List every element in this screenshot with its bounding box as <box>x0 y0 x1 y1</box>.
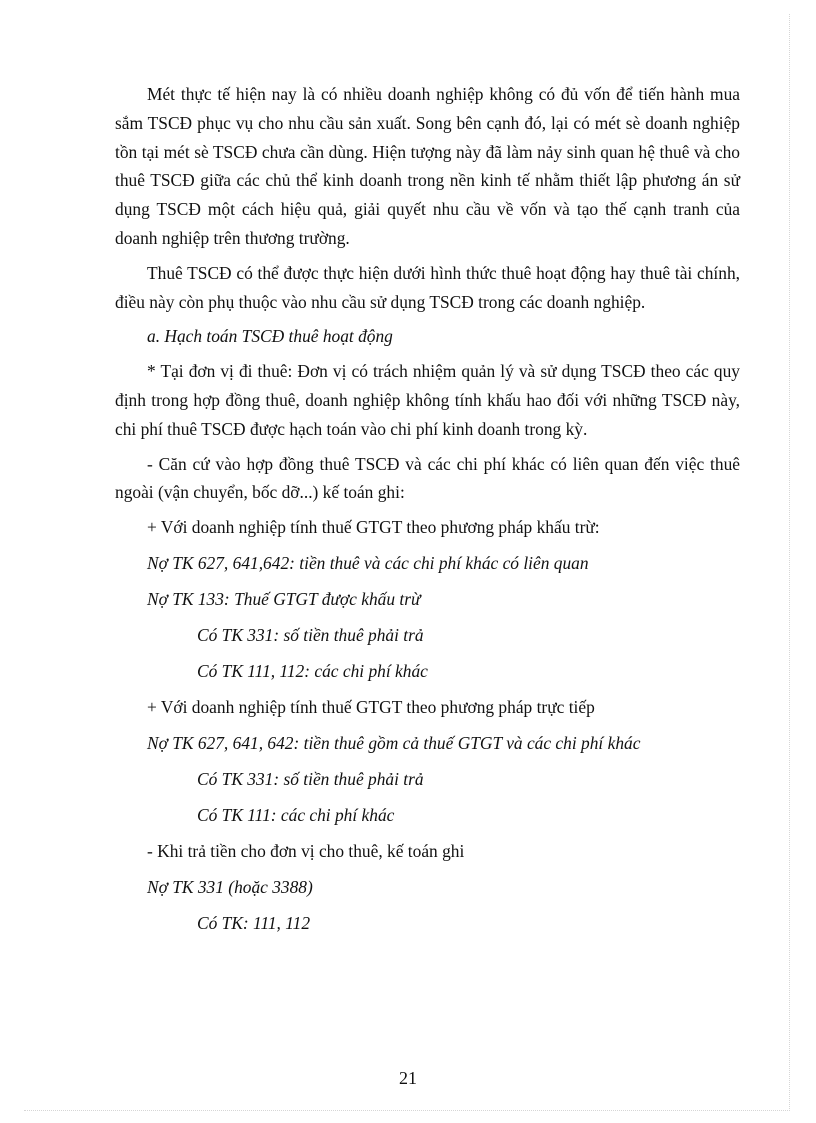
debit-entry: Nợ TK 627, 641, 642: tiền thuê gồm cả thuế GTGT và các chi phí khác <box>147 733 641 754</box>
credit-entry: Có TK 111, 112: các chi phí khác <box>197 661 428 682</box>
journal-entries <box>115 509 740 941</box>
paragraph-context: Mét thực tế hiện nay là có nhiều doanh nghiệp không có đủ vốn để tiến hành mua sắm TSCĐ phục vụ cho nhu cầu sản xuất. Song bên cạnh đó, lại có mét sè doanh nghiệp tồn tại mét sè TSCĐ chưa cần dùng. Hiện tượng này đã làm nảy sinh quan hệ thuê và cho thuê TSCĐ giữa các chủ thể kinh doanh trong nền kinh tế nhằm thiết lập phương án sử dụng TSCĐ một cách hiệu quả, giải quyết nhu cầu về vốn và tạo thế cạnh tranh của doanh nghiệp trên thương trường. <box>115 84 740 248</box>
credit-entry: Có TK: 111, 112 <box>197 913 311 934</box>
page-number: 21 <box>399 1068 417 1088</box>
paragraph-lessee-unit: * Tại đơn vị đi thuê: Đơn vị có trách nhiệm quản lý và sử dụng TSCĐ theo các quy định trong hợp đồng thuê, doanh nghiệp không tính khấu hao đối với những TSCĐ này, chi phí thuê TSCĐ được hạch toán vào chi phí kinh doanh trong kỳ. <box>115 361 740 439</box>
credit-entry: Có TK 331: số tiền thuê phải trả <box>197 625 424 646</box>
debit-entry: Nợ TK 133: Thuế GTGT được khấu trừ <box>147 589 421 610</box>
credit-entry: Có TK 331: số tiền thuê phải trả <box>197 769 424 790</box>
case-deduction-method: + Với doanh nghiệp tính thuế GTGT theo phương pháp khấu trừ: <box>147 517 600 538</box>
document-body <box>115 80 740 941</box>
debit-entry: Nợ TK 627, 641,642: tiền thuê và các chi phí khác có liên quan <box>147 553 589 574</box>
case-direct-method: + Với doanh nghiệp tính thuế GTGT theo phương pháp trực tiếp <box>147 697 595 718</box>
payment-instruction: - Khi trả tiền cho đơn vị cho thuê, kế toán ghi <box>147 841 465 862</box>
debit-entry: Nợ TK 331 (hoặc 3388) <box>147 877 313 898</box>
credit-entry: Có TK 111: các chi phí khác <box>197 805 395 826</box>
paragraph-lease-forms: Thuê TSCĐ có thể được thực hiện dưới hình thức thuê hoạt động hay thuê tài chính, điều này còn phụ thuộc vào nhu cầu sử dụng TSCĐ trong các doanh nghiệp. <box>115 262 740 312</box>
paragraph-contract-basis: - Căn cứ vào hợp đồng thuê TSCĐ và các chi phí khác có liên quan đến việc thuê ngoài (vận chuyển, bốc dỡ...) kế toán ghi: <box>115 453 740 503</box>
section-heading-a: a. Hạch toán TSCĐ thuê hoạt động <box>147 326 393 347</box>
